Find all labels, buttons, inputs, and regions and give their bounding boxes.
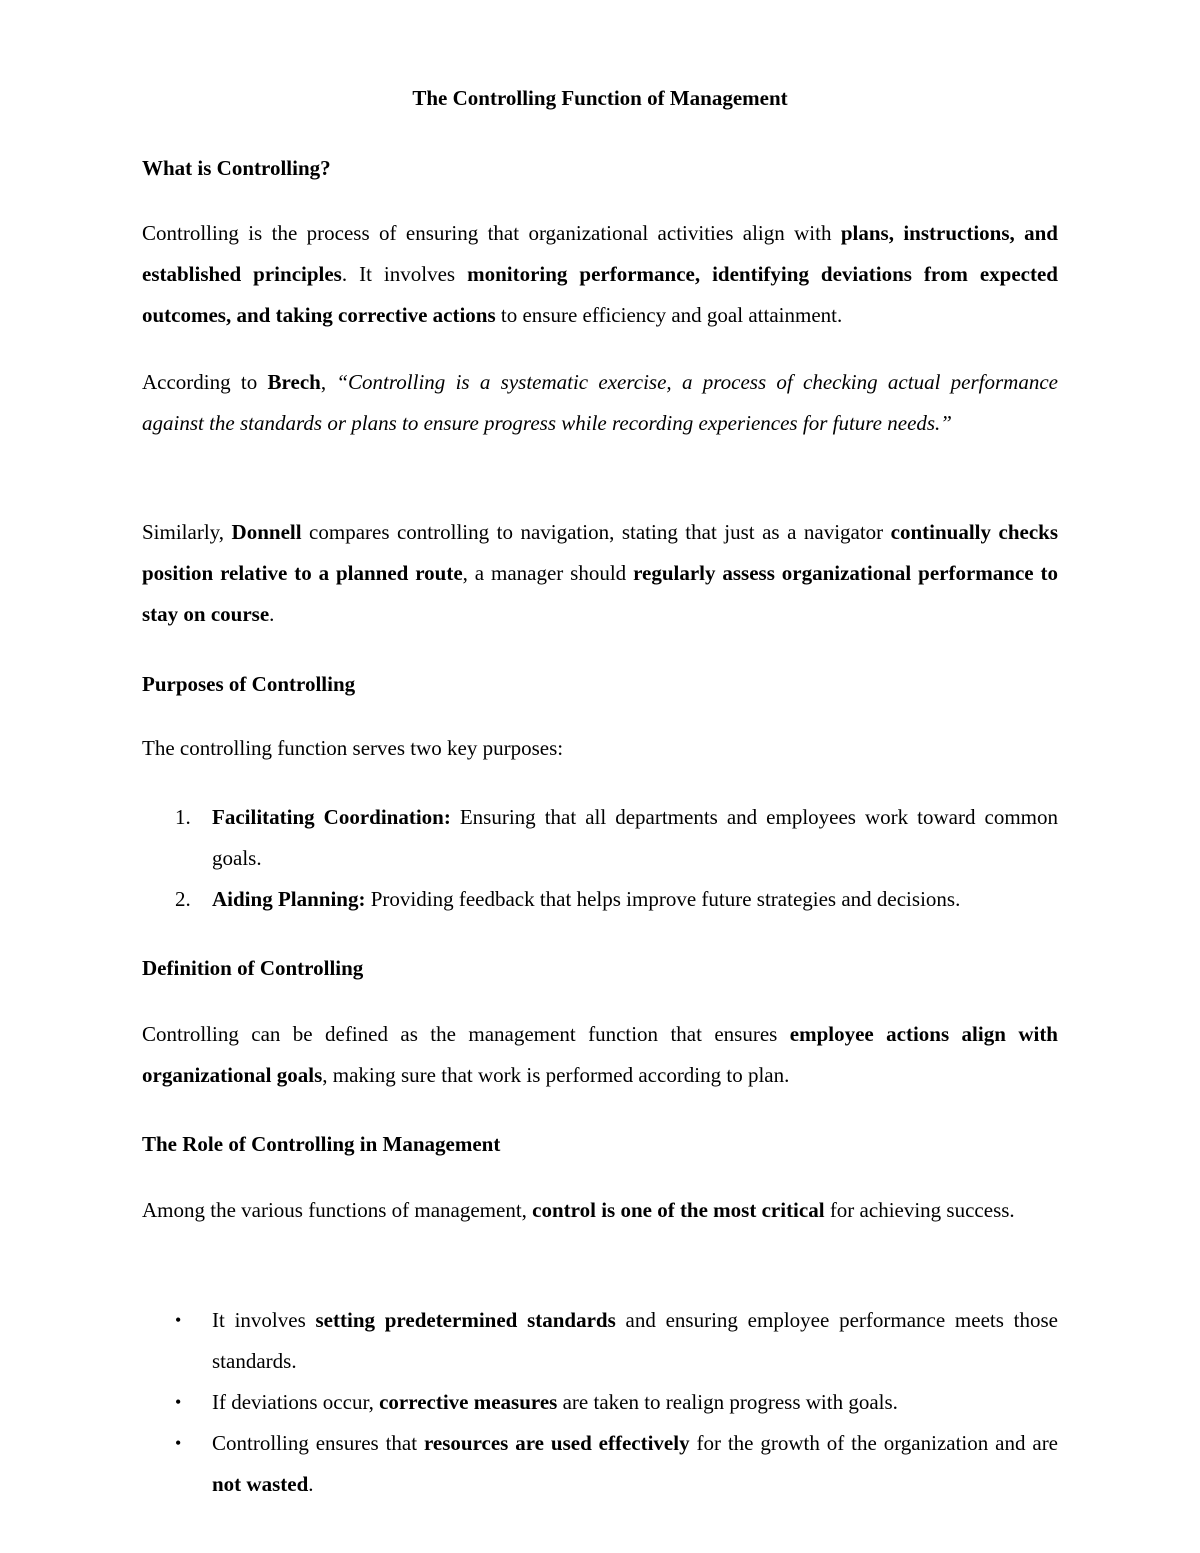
text-run: for the growth of the organization and are (689, 1431, 1059, 1455)
paragraph-controlling-definition (142, 213, 1058, 336)
bold-run: control is one of the most critical (532, 1198, 825, 1222)
bold-run: Brech (267, 370, 321, 394)
text-run: and ensuring employee performance meets those standards. (212, 1308, 1058, 1373)
text-run: Controlling can be defined as the management function that ensures (142, 1022, 790, 1046)
text-run: to ensure efficiency and goal attainment. (495, 303, 843, 327)
bold-run: resources are used effectively (423, 1431, 690, 1455)
paragraph-donnell-navigation (142, 512, 1058, 635)
list-item (142, 797, 1058, 879)
paragraph-definition (142, 1014, 1058, 1096)
text-run: , a manager should (462, 561, 634, 585)
bold-run: regularly assess organizational performance to stay on course (142, 561, 1058, 626)
list-item (142, 1423, 1058, 1505)
list-item (142, 879, 1058, 920)
bullet-marker: • (175, 1310, 182, 1330)
list-item (142, 1300, 1058, 1382)
bold-run: Facilitating Coordination: (212, 805, 451, 829)
paragraph-purposes-intro: The controlling function serves two key purposes: (142, 736, 564, 760)
document-title: The Controlling Function of Management (412, 86, 788, 110)
text-run: . (269, 602, 275, 626)
list-number: 1. (175, 805, 191, 829)
bold-run: Aiding Planning: (212, 887, 366, 911)
text-run: . It involves (341, 262, 468, 286)
bold-run: monitoring performance, identifying deviations from expected outcomes, and taking corrective actions (142, 262, 1058, 327)
bold-run: plans, instructions, and established principles (142, 221, 1058, 286)
bullet-marker: • (175, 1392, 182, 1412)
bullet-marker: • (175, 1433, 182, 1453)
numbered-list-purposes (142, 797, 1058, 920)
text-run: Controlling ensures that (212, 1431, 424, 1455)
paragraph-brech-quote (142, 362, 1058, 444)
list-item (142, 1382, 1058, 1423)
text-run: compares controlling to navigation, stating that just as a navigator (301, 520, 891, 544)
text-run: for achieving success. (824, 1198, 1015, 1222)
bold-run: setting predetermined standards (315, 1308, 616, 1332)
text-run: It involves (212, 1308, 316, 1332)
paragraph-role-intro (142, 1190, 1058, 1231)
text-run: Ensuring that all departments and employees work toward common goals. (212, 805, 1058, 870)
bold-run: not wasted (212, 1472, 309, 1496)
bold-run: employee actions align with organizational goals (142, 1022, 1058, 1087)
heading-role: The Role of Controlling in Management (142, 1132, 501, 1156)
text-run: Similarly, (142, 520, 232, 544)
italic-quote: “Controlling is a systematic exercise, a process of checking actual performance against the standards or plans to ensure progress while recording experiences for future needs.” (142, 370, 1058, 435)
text-run: Among the various functions of management, (142, 1198, 533, 1222)
bold-run: Donnell (231, 520, 302, 544)
text-run: Providing feedback that helps improve future strategies and decisions. (365, 887, 961, 911)
heading-purposes: Purposes of Controlling (142, 672, 356, 696)
text-run: If deviations occur, (212, 1390, 380, 1414)
text-run: . (308, 1472, 314, 1496)
text-run: , making sure that work is performed according to plan. (322, 1063, 790, 1087)
list-number: 2. (175, 887, 191, 911)
text-run: , (320, 370, 337, 394)
bold-run: continually checks position relative to a planned route (142, 520, 1058, 585)
text-run: are taken to realign progress with goals. (557, 1390, 898, 1414)
bold-run: corrective measures (379, 1390, 558, 1414)
bullet-list-role (142, 1300, 1058, 1505)
text-run: Controlling is the process of ensuring that organizational activities align with (142, 221, 841, 245)
heading-what-is-controlling: What is Controlling? (142, 156, 331, 180)
text-run: According to (142, 370, 268, 394)
heading-definition: Definition of Controlling (142, 956, 364, 980)
